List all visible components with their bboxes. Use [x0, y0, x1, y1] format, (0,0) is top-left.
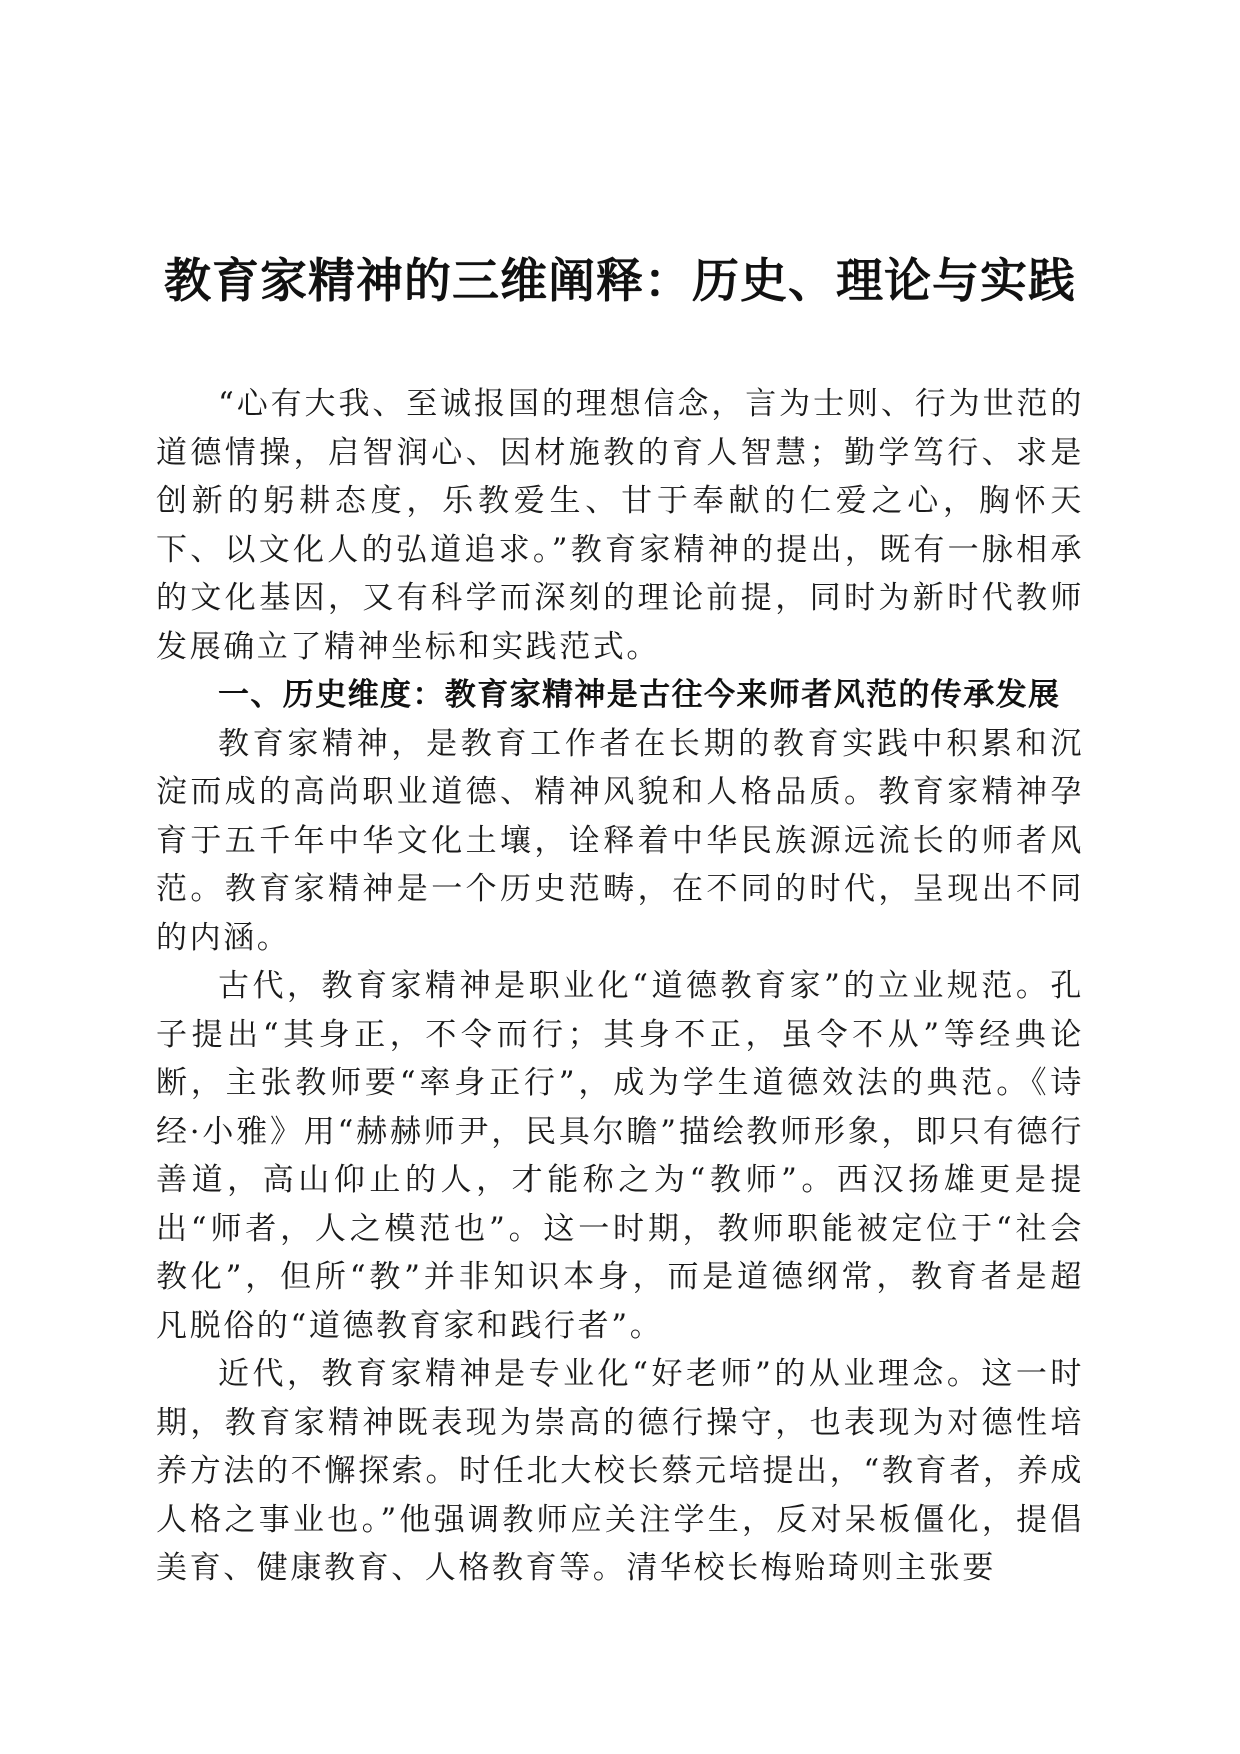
- section-heading-history: 一、历史维度：教育家精神是古往今来师者风范的传承发展: [218, 677, 1061, 713]
- document-title: 教育家精神的三维阐释：历史、理论与实践: [164, 254, 1076, 309]
- intro-paragraph: “心有大我、至诚报国的理想信念，言为士则、行为世范的道德情操，启智润心、因材施教的育人智慧；勤学笃行、求是创新的躬耕态度，乐教爱生、甘于奉献的仁爱之心，胸怀天下、以文化人的弘道追求。”教育家精神的提出，既有一脉相承的文化基因，又有科学而深刻的理论前提，同时为新时代教师发展确立了精神坐标和实践范式。: [156, 386, 1084, 665]
- section-paragraph-modern: 近代，教育家精神是专业化“好老师”的从业理念。这一时期，教育家精神既表现为崇高的德行操守，也表现为对德性培养方法的不懈探索。时任北大校长蔡元培提出，“教育者，养成人格之事业也。”他强调教师应关注学生，反对呆板僵化，提倡美育、健康教育、人格教育等。清华校长梅贻琦则主张要: [156, 1356, 1084, 1586]
- section-paragraph-definition: 教育家精神，是教育工作者在长期的教育实践中积累和沉淀而成的高尚职业道德、精神风貌和人格品质。教育家精神孕育于五千年中华文化土壤，诠释着中华民族源远流长的师者风范。教育家精神是一个历史范畴，在不同的时代，呈现出不同的内涵。: [156, 725, 1084, 956]
- document-body: [156, 380, 1084, 1593]
- section-paragraph-ancient: 古代，教育家精神是职业化“道德教育家”的立业规范。孔子提出“其身正，不令而行；其身不正，虽令不从”等经典论断，主张教师要“率身正行”，成为学生道德效法的典范。《诗经·小雅》用“赫赫师尹，民具尔瞻”描绘教师形象，即只有德行善道，高山仰止的人，才能称之为“教师”。西汉扬雄更是提出“师者，人之模范也”。这一时期，教师职能被定位于“社会教化”，但所“教”并非知识本身，而是道德纲常，教育者是超凡脱俗的“道德教育家和践行者”。: [156, 968, 1084, 1344]
